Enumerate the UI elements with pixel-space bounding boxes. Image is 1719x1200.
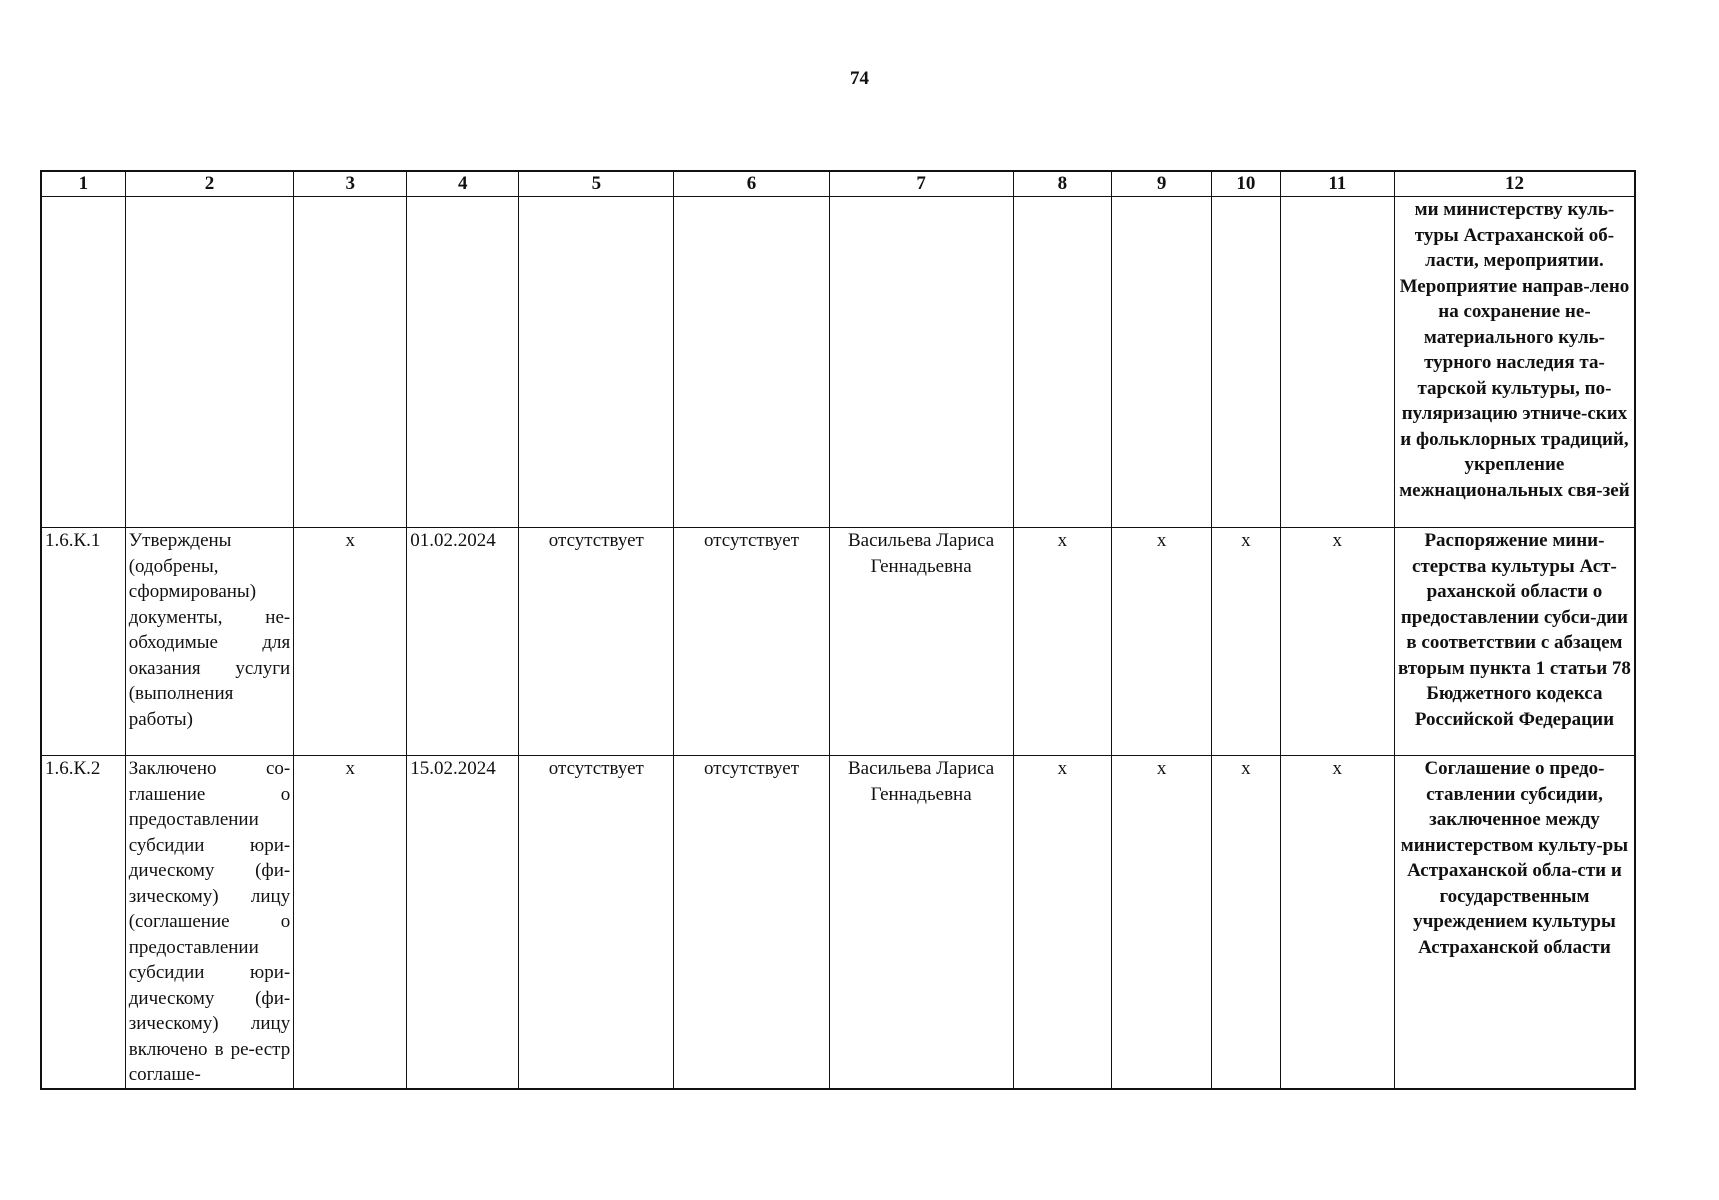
status-cell: отсутствует bbox=[519, 528, 674, 756]
cell-x: x bbox=[294, 756, 407, 1089]
status-cell: отсутствует bbox=[674, 756, 829, 1089]
responsible-cell: Васильева Лариса Геннадьевна bbox=[829, 528, 1013, 756]
header-cell: 11 bbox=[1280, 171, 1394, 197]
header-cell: 12 bbox=[1394, 171, 1635, 197]
table-row bbox=[41, 756, 1635, 1089]
header-cell: 3 bbox=[294, 171, 407, 197]
header-cell: 2 bbox=[125, 171, 293, 197]
header-cell: 10 bbox=[1212, 171, 1281, 197]
document-cell: Соглашение о предо-ставлении субсидии, заключенное между министерством культу-ры Астраханской обла-сти и государственным учреждением культуры Астраханской области bbox=[1394, 756, 1635, 1089]
table-cell bbox=[1112, 197, 1212, 528]
cell-x: x bbox=[1212, 756, 1281, 1089]
header-cell: 8 bbox=[1013, 171, 1112, 197]
table-cell bbox=[674, 197, 829, 528]
table-row-continuation bbox=[41, 197, 1635, 528]
control-point-name: Заключено со-глашение о предоставлении субсидии юри-дическому (фи-зическому) лицу (соглашение о предоставлении субсидии юри-дическому (фи-зическому) лицу включено в ре-естр соглаше- bbox=[125, 756, 293, 1089]
table-row bbox=[41, 528, 1635, 756]
header-cell: 1 bbox=[41, 171, 125, 197]
cell-x: x bbox=[1212, 528, 1281, 756]
date-cell: 15.02.2024 bbox=[407, 756, 519, 1089]
date-cell: 01.02.2024 bbox=[407, 528, 519, 756]
row-number: 1.6.К.1 bbox=[41, 528, 125, 756]
header-row bbox=[41, 171, 1635, 197]
control-point-name: Утверждены (одобрены, сформированы) документы, не-обходимые для оказания услуги (выполнения работы) bbox=[125, 528, 293, 756]
cell-x: x bbox=[1280, 528, 1394, 756]
cell-x: x bbox=[1112, 756, 1212, 1089]
header-cell: 7 bbox=[829, 171, 1013, 197]
header-cell: 6 bbox=[674, 171, 829, 197]
table-cell bbox=[294, 197, 407, 528]
cell-x: x bbox=[1013, 756, 1112, 1089]
responsible-cell: Васильева Лариса Геннадьевна bbox=[829, 756, 1013, 1089]
row-number: 1.6.К.2 bbox=[41, 756, 125, 1089]
cell-x: x bbox=[1280, 756, 1394, 1089]
table-cell bbox=[1280, 197, 1394, 528]
header-cell: 9 bbox=[1112, 171, 1212, 197]
status-cell: отсутствует bbox=[674, 528, 829, 756]
cell-x: x bbox=[294, 528, 407, 756]
status-cell: отсутствует bbox=[519, 756, 674, 1089]
table-cell bbox=[125, 197, 293, 528]
table-cell bbox=[519, 197, 674, 528]
header-cell: 4 bbox=[407, 171, 519, 197]
table-cell bbox=[407, 197, 519, 528]
document-cell: ми министерству куль-туры Астраханской об-ласти, мероприятии. Мероприятие направ-лено на сохранение не-материального куль-турного наследия та-тарской культуры, по-пуляризацию этниче-ских и фольклорных традиций, укрепление межнациональных свя-зей bbox=[1394, 197, 1635, 528]
table-cell bbox=[829, 197, 1013, 528]
table-cell bbox=[1013, 197, 1112, 528]
plan-table bbox=[40, 170, 1636, 1090]
cell-x: x bbox=[1013, 528, 1112, 756]
document-cell: Распоряжение мини-стерства культуры Аст-раханской области о предоставлении субси-дии в соответствии с абзацем вторым пункта 1 статьи 78 Бюджетного кодекса Российской Федерации bbox=[1394, 528, 1635, 756]
cell-x: x bbox=[1112, 528, 1212, 756]
table-cell bbox=[1212, 197, 1281, 528]
table-cell bbox=[41, 197, 125, 528]
page-number: 74 bbox=[850, 68, 869, 89]
header-cell: 5 bbox=[519, 171, 674, 197]
